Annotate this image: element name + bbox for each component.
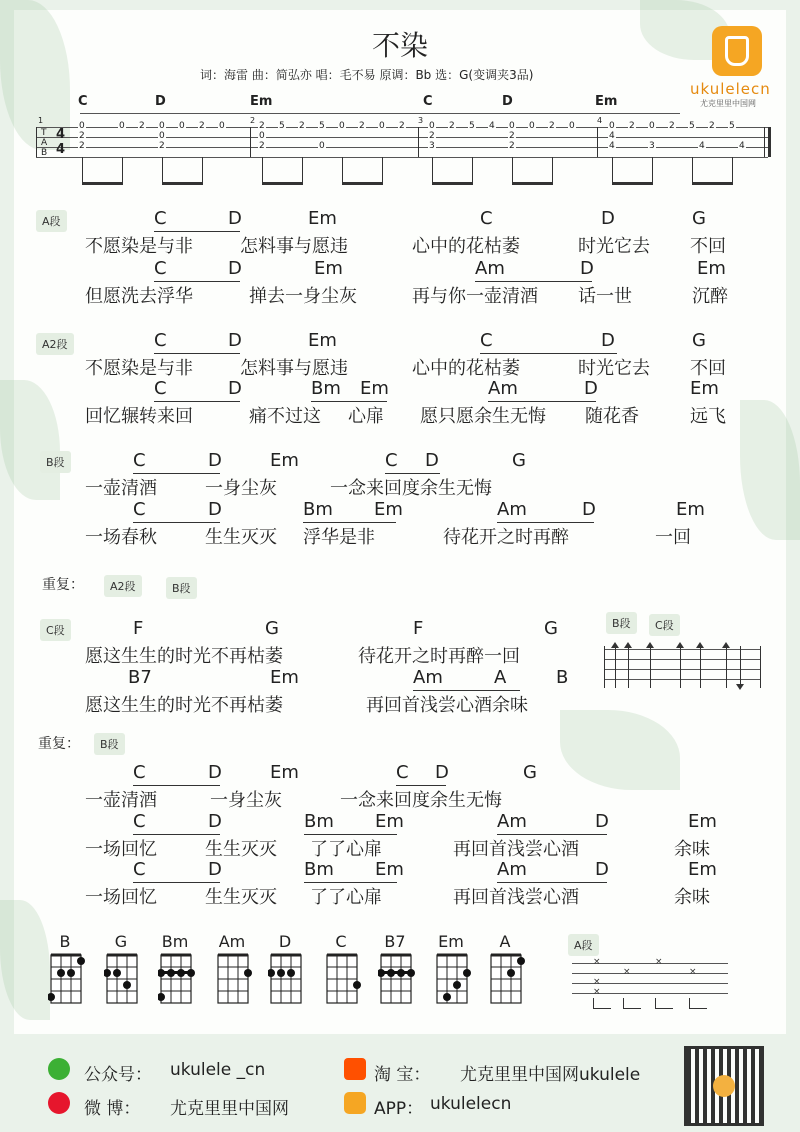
lyric-phrase: 痛不过这 xyxy=(249,406,321,427)
tab-fret-number: 0 xyxy=(339,121,345,131)
chord-dot xyxy=(67,969,75,977)
song-credits: 词：海雷 曲：简弘亦 唱：毛不易 原调：Bb 选：G(变调夹3品) xyxy=(200,68,534,82)
lyric-phrase: 待花开之时再醉 xyxy=(443,527,569,548)
chord-symbol: D xyxy=(228,208,242,229)
chord-symbol: D xyxy=(435,762,449,783)
strum-badge-c: C段 xyxy=(649,614,680,636)
measure-number: 1 xyxy=(38,116,44,125)
app-label: APP： xyxy=(374,1099,424,1119)
chord-symbol: D xyxy=(580,258,594,279)
chord-symbol: A xyxy=(494,667,507,688)
tab-fret-number: 2 xyxy=(549,121,555,131)
tab-fret-number: 2 xyxy=(259,141,265,151)
lyric-phrase: 话一世 xyxy=(578,286,632,307)
chord-symbol: C xyxy=(133,859,146,880)
lyric-phrase: 待花开之时再醉一回 xyxy=(358,646,520,667)
tab-fret-number: 5 xyxy=(279,121,285,131)
chord-diagram xyxy=(434,952,474,1006)
lyric-phrase: 再回首浅尝心酒 xyxy=(453,887,579,908)
chord-dot xyxy=(187,969,195,977)
tab-fret-number: 2 xyxy=(669,121,675,131)
tab-fret-number: 2 xyxy=(449,121,455,131)
chord-symbol: C xyxy=(480,330,493,351)
tab-fret-number: 0 xyxy=(159,121,165,131)
footer xyxy=(0,1040,800,1132)
chord-symbol: Am xyxy=(413,667,443,688)
lyric-phrase: 一壶清酒 xyxy=(85,478,157,499)
lyric-line xyxy=(0,258,800,282)
chord-dot xyxy=(57,969,65,977)
chord-dot xyxy=(453,981,461,989)
chord-dot xyxy=(244,969,252,977)
chord-diagram-name: Bm xyxy=(161,932,189,951)
chord-dot xyxy=(387,969,395,977)
repeat-label: 重复： xyxy=(42,577,84,593)
lyric-phrase: 一念来回度余生无悔 xyxy=(330,478,492,499)
chord-dot xyxy=(463,969,471,977)
tab-fret-number: 0 xyxy=(429,121,435,131)
strum-arrow xyxy=(740,646,741,688)
strum-badge-b: B段 xyxy=(606,612,637,634)
chord-symbol: Em xyxy=(688,811,717,832)
lyric-phrase: 不回 xyxy=(690,358,726,379)
chord-symbol: Am xyxy=(497,811,527,832)
tab-string-label: A xyxy=(41,138,48,148)
chord-symbol: C xyxy=(133,811,146,832)
chord-symbol: Am xyxy=(497,859,527,880)
chord-dot xyxy=(177,969,185,977)
chord-diagram-name: D xyxy=(278,932,292,951)
taobao-value: 尤克里里中国网ukulele xyxy=(460,1065,641,1085)
chord-symbol: Em xyxy=(676,499,705,520)
lyric-phrase: 一场回忆 xyxy=(85,839,157,860)
tab-fret-number: 4 xyxy=(489,121,495,131)
chord-symbol: C xyxy=(385,450,398,471)
lyric-text-line xyxy=(0,523,800,547)
tab-fret-number: 2 xyxy=(429,131,435,141)
tab-fret-number: 5 xyxy=(729,121,735,131)
chord-symbol: D xyxy=(595,811,609,832)
lyric-phrase: 一念来回度余生无悔 xyxy=(340,790,502,811)
chord-diagram xyxy=(324,952,364,1006)
tab-fret-number: 0 xyxy=(379,121,385,131)
chord-symbol: Em xyxy=(697,258,726,279)
lyric-phrase: 余味 xyxy=(674,839,710,860)
time-signature-bottom: 4 xyxy=(56,142,66,157)
lyric-line xyxy=(0,811,800,835)
lyric-phrase: 怎料事与愿违 xyxy=(240,236,348,257)
tab-fret-number: 2 xyxy=(79,131,85,141)
chord-diagram xyxy=(48,952,88,1006)
lyric-phrase: 愿这生生的时光不再枯萎 xyxy=(85,646,283,667)
lyric-phrase: 再回首浅尝心酒 xyxy=(453,839,579,860)
chord-diagram xyxy=(158,952,198,1006)
lyric-line xyxy=(0,859,800,883)
tab-fret-number: 5 xyxy=(469,121,475,131)
lyric-phrase: 一场春秋 xyxy=(85,527,157,548)
tab-fret-number: 3 xyxy=(429,141,435,151)
chord-symbol: Em xyxy=(360,378,389,399)
chord-symbol: Am xyxy=(497,499,527,520)
lyric-line xyxy=(0,378,800,402)
tab-chord: D xyxy=(502,94,513,109)
lyric-phrase: 愿这生生的时光不再枯萎 xyxy=(85,695,283,716)
tab-fret-number: 5 xyxy=(319,121,325,131)
strum-arrow xyxy=(615,646,616,688)
tab-fret-number: 0 xyxy=(649,121,655,131)
tab-fret-number: 2 xyxy=(509,141,515,151)
tab-fret-number: 0 xyxy=(179,121,185,131)
tab-fret-number: 2 xyxy=(139,121,145,131)
tab-fret-number: 2 xyxy=(199,121,205,131)
chord-diagram xyxy=(488,952,528,1006)
tab-fret-number: 2 xyxy=(509,131,515,141)
lyric-phrase: 时光它去 xyxy=(578,358,650,379)
chord-diagram-name: B xyxy=(59,932,71,951)
chord-symbol: Bm xyxy=(304,811,334,832)
lyric-phrase: 不愿染是与非 xyxy=(85,236,193,257)
chord-dot xyxy=(507,969,515,977)
weibo-label: 微 博： xyxy=(84,1099,141,1119)
lyric-line xyxy=(0,618,800,642)
measure-number: 2 xyxy=(250,116,256,125)
tab-fret-number: 4 xyxy=(699,141,705,151)
chord-diagram xyxy=(378,952,418,1006)
tab-chord: C xyxy=(423,94,433,109)
chord-dot xyxy=(517,957,525,965)
chord-symbol: Em xyxy=(314,258,343,279)
chord-symbol: Bm xyxy=(304,859,334,880)
app-value: ukulelecn xyxy=(430,1094,512,1114)
chord-symbol: G xyxy=(692,330,706,351)
lyric-phrase: 不回 xyxy=(690,236,726,257)
tab-fret-number: 3 xyxy=(649,141,655,151)
lyric-phrase: 时光它去 xyxy=(578,236,650,257)
lyric-phrase: 浮华是非 xyxy=(303,527,375,548)
lyric-phrase: 一身尘灰 xyxy=(210,790,282,811)
section-badge-c: C段 xyxy=(40,619,71,641)
chord-symbol: D xyxy=(228,258,242,279)
taobao-icon xyxy=(344,1058,366,1080)
tab-fret-number: 2 xyxy=(299,121,305,131)
chord-symbol: G xyxy=(523,762,537,783)
score-page: 不染 词：海雷 曲：简弘亦 唱：毛不易 原调：Bb 选：G(变调夹3品) ukulelecn 尤克里里中国网 C D Em C D Em T A B 4 4 1 2 3 4 0 0 2 0 0 2 0 2 5 2 5 0 2 0 2 0 2 5 4 0 0 2 0 0 2 0 2 5 2 5 0 2 0 2 0 2 3 2 2 4 4 3 2 2 4 4 A段 C D Em C D G 不愿染是与非 怎料事与愿违 心中的花枯萎 时光它去 不回 C D Em Am D Em 但愿洗去浮华 掸去一身尘灰 再与你一壶清酒 话一世 沉醉 C D Em C D G 不愿染是与非 怎料事与愿违 心中的花枯萎 时光它去 不回 C D Bm Em Am D Em 回忆辗转来回 痛不过这 心扉 愿只愿余生无悔 随花香 远飞 C D Em C D G 一壶清酒 一身尘灰 一念来回度余生无悔 C D Bm Em Am D Em 一场春秋 生生灭灭 浮华是非 待花开之时再醉 一回 F G F G 愿这生生的时光不再枯萎 待花开之时再醉一回 B7 Em Am A B 愿这生生的时光不再枯萎 再回首浅尝心酒余味 C D Em C D G 一壶清酒 一身尘灰 一念来回度余生无悔 C D Bm Em Am D Em 一场回忆 生生灭灭 了了心扉 再回首浅尝心酒 余味 C D Bm Em Am D Em 一场回忆 生生灭灭 了了心扉 再回首浅尝心酒 余味 A2段 B段 重复： A2段 B段 C段 重复： B段 B段 C段 A段 × × × × × × B G Bm Am D C B7 Em A 公众号： ukulele _cn 微 博： 尤克里里中国网 淘 宝： 尤克里里中国网ukulele APP： ukulelecn xyxy=(0,0,800,1132)
lyric-phrase: 一壶清酒 xyxy=(85,790,157,811)
taobao-label: 淘 宝： xyxy=(374,1065,431,1085)
chord-symbol: Am xyxy=(475,258,505,279)
strum-arrow xyxy=(726,646,727,688)
tab-fret-number: 2 xyxy=(629,121,635,131)
chord-symbol: D xyxy=(228,330,242,351)
lyric-phrase: 生生灭灭 xyxy=(205,527,277,548)
lyric-phrase: 余味 xyxy=(674,887,710,908)
tab-fret-number: 0 xyxy=(119,121,125,131)
repeat-badge-a2: A2段 xyxy=(104,575,142,597)
chord-symbol: Em xyxy=(308,330,337,351)
strum-arrow xyxy=(650,646,651,688)
repeat-badge-b: B段 xyxy=(166,577,197,599)
chord-symbol: Em xyxy=(375,811,404,832)
lyric-text-line xyxy=(0,354,800,378)
tab-chord: Em xyxy=(250,94,273,109)
chord-diagram xyxy=(268,952,308,1006)
lyric-phrase: 愿只愿余生无悔 xyxy=(420,406,546,427)
tab-fret-number: 0 xyxy=(79,121,85,131)
lyric-phrase: 了了心扉 xyxy=(310,887,382,908)
tab-chord: D xyxy=(155,94,166,109)
chord-symbol: D xyxy=(228,378,242,399)
lyric-text-line xyxy=(0,835,800,859)
lyric-line xyxy=(0,330,800,354)
chord-symbol: D xyxy=(208,762,222,783)
app-icon xyxy=(344,1092,366,1114)
chord-symbol: C xyxy=(154,258,167,279)
tab-fret-number: 0 xyxy=(569,121,575,131)
chord-symbol: Am xyxy=(488,378,518,399)
chord-symbol: Em xyxy=(270,762,299,783)
chord-dot xyxy=(287,969,295,977)
lyric-line xyxy=(0,762,800,786)
repeat-label: 重复： xyxy=(38,736,80,752)
measure-number: 4 xyxy=(597,116,603,125)
strum-badge-a: A段 xyxy=(568,934,599,956)
tab-fret-number: 4 xyxy=(739,141,745,151)
tab-fret-number: 4 xyxy=(609,141,615,151)
logo-text: ukulelecn xyxy=(690,80,771,98)
chord-symbol: Em xyxy=(374,499,403,520)
chord-diagram-name: G xyxy=(114,932,128,951)
tab-string-label: B xyxy=(41,148,48,158)
chord-dot xyxy=(397,969,405,977)
chord-symbol: D xyxy=(425,450,439,471)
lyric-text-line xyxy=(0,883,800,907)
chord-symbol: D xyxy=(208,450,222,471)
chord-symbol: C xyxy=(480,208,493,229)
chord-symbol: D xyxy=(584,378,598,399)
weibo-value: 尤克里里中国网 xyxy=(170,1099,289,1119)
song-title: 不染 xyxy=(371,29,428,62)
tab-chord: C xyxy=(78,94,88,109)
chord-symbol: D xyxy=(208,811,222,832)
tab-fret-number: 0 xyxy=(319,141,325,151)
tab-fret-number: 2 xyxy=(159,141,165,151)
chord-diagram-name: Am xyxy=(218,932,246,951)
tab-fret-number: 0 xyxy=(259,131,265,141)
chord-diagram-name: C xyxy=(335,932,347,951)
tab-fret-number: 0 xyxy=(159,131,165,141)
lyric-phrase: 一回 xyxy=(655,527,691,548)
tab-fret-number: 4 xyxy=(609,131,615,141)
qr-code-icon xyxy=(684,1046,764,1126)
chord-dot xyxy=(407,969,415,977)
chord-diagram-name: B7 xyxy=(384,932,406,951)
chord-dot xyxy=(113,969,121,977)
chord-symbol: D xyxy=(208,499,222,520)
wechat-label: 公众号： xyxy=(84,1065,152,1085)
lyric-line xyxy=(0,499,800,523)
section-badge-a: A段 xyxy=(36,210,67,232)
repeat-badge-b: B段 xyxy=(94,733,125,755)
lyric-phrase: 心扉 xyxy=(348,406,384,427)
chord-symbol: B xyxy=(556,667,569,688)
chord-dot xyxy=(123,981,131,989)
lyric-phrase: 心中的花枯萎 xyxy=(412,236,520,257)
chord-symbol: Em xyxy=(270,450,299,471)
chord-symbol: C xyxy=(133,762,146,783)
lyric-phrase: 不愿染是与非 xyxy=(85,358,193,379)
time-signature-top: 4 xyxy=(56,127,66,142)
lyric-text-line xyxy=(0,232,800,256)
strum-arrow xyxy=(628,646,629,688)
tab-chord: Em xyxy=(595,94,618,109)
lyric-phrase: 沉醉 xyxy=(692,286,728,307)
chord-symbol: F xyxy=(413,618,424,639)
chord-dot xyxy=(77,957,85,965)
chord-dot xyxy=(443,993,451,1001)
lyric-text-line xyxy=(0,282,800,306)
chord-symbol: G xyxy=(544,618,558,639)
chord-symbol: D xyxy=(601,208,615,229)
wechat-value: ukulele _cn xyxy=(170,1060,266,1080)
lyric-phrase: 远飞 xyxy=(690,406,726,427)
lyric-text-line xyxy=(0,786,800,810)
chord-symbol: D xyxy=(601,330,615,351)
lyric-phrase: 随花香 xyxy=(585,406,639,427)
lyric-phrase: 生生灭灭 xyxy=(205,839,277,860)
tab-fret-number: 2 xyxy=(709,121,715,131)
lyric-text-line xyxy=(0,402,800,426)
tab-string-label: T xyxy=(41,128,47,138)
chord-symbol: G xyxy=(265,618,279,639)
tab-fret-number: 0 xyxy=(219,121,225,131)
chord-dot xyxy=(167,969,175,977)
chord-symbol: Em xyxy=(308,208,337,229)
wechat-icon xyxy=(48,1058,70,1080)
lyric-phrase: 生生灭灭 xyxy=(205,887,277,908)
chord-symbol: D xyxy=(595,859,609,880)
tab-fret-number: 2 xyxy=(399,121,405,131)
tab-fret-number: 0 xyxy=(609,121,615,131)
chord-symbol: F xyxy=(133,618,144,639)
lyric-phrase: 再回首浅尝心酒余味 xyxy=(366,695,528,716)
ukulele-logo-icon xyxy=(712,26,762,76)
tab-fret-number: 2 xyxy=(259,121,265,131)
chord-diagram-name: A xyxy=(499,932,511,951)
lyric-phrase: 掸去一身尘灰 xyxy=(249,286,357,307)
chord-symbol: C xyxy=(154,330,167,351)
lyric-phrase: 再与你一壶清酒 xyxy=(412,286,538,307)
chord-symbol: C xyxy=(133,450,146,471)
measure-number: 3 xyxy=(418,116,424,125)
chord-symbol: G xyxy=(692,208,706,229)
chord-symbol: C xyxy=(154,378,167,399)
chord-symbol: Bm xyxy=(311,378,341,399)
tab-fret-number: 0 xyxy=(529,121,535,131)
chord-dot xyxy=(277,969,285,977)
lyric-text-line xyxy=(0,691,800,715)
lyric-phrase: 但愿洗去浮华 xyxy=(85,286,193,307)
lyric-phrase: 了了心扉 xyxy=(310,839,382,860)
lyric-line xyxy=(0,450,800,474)
lyric-phrase: 回忆辗转来回 xyxy=(85,406,193,427)
chord-dot xyxy=(353,981,361,989)
chord-symbol: C xyxy=(396,762,409,783)
weibo-icon xyxy=(48,1092,70,1114)
tab-fret-number: 0 xyxy=(509,121,515,131)
chord-symbol: D xyxy=(582,499,596,520)
section-badge-b: B段 xyxy=(40,451,71,473)
tab-fret-number: 5 xyxy=(689,121,695,131)
logo-subtext: 尤克里里中国网 xyxy=(700,99,756,108)
lyric-phrase: 一场回忆 xyxy=(85,887,157,908)
chord-symbol: Em xyxy=(690,378,719,399)
section-badge-a2: A2段 xyxy=(36,333,74,355)
lyric-phrase: 一身尘灰 xyxy=(205,478,277,499)
chord-symbol: Bm xyxy=(303,499,333,520)
chord-symbol: D xyxy=(208,859,222,880)
strum-arrow xyxy=(700,646,701,688)
lyric-line xyxy=(0,208,800,232)
tab-fret-number: 2 xyxy=(79,141,85,151)
tab-fret-number: 2 xyxy=(359,121,365,131)
chord-symbol: B7 xyxy=(128,667,152,688)
strum-arrow xyxy=(680,646,681,688)
chord-symbol: Em xyxy=(688,859,717,880)
chord-symbol: Em xyxy=(270,667,299,688)
lyric-text-line xyxy=(0,474,800,498)
chord-symbol: G xyxy=(512,450,526,471)
lyric-phrase: 心中的花枯萎 xyxy=(412,358,520,379)
chord-symbol: C xyxy=(154,208,167,229)
chord-symbol: C xyxy=(133,499,146,520)
chord-diagram xyxy=(215,952,255,1006)
chord-symbol: Em xyxy=(375,859,404,880)
chord-diagram-name: Em xyxy=(438,932,464,951)
lyric-phrase: 怎料事与愿违 xyxy=(240,358,348,379)
chord-diagram xyxy=(104,952,144,1006)
